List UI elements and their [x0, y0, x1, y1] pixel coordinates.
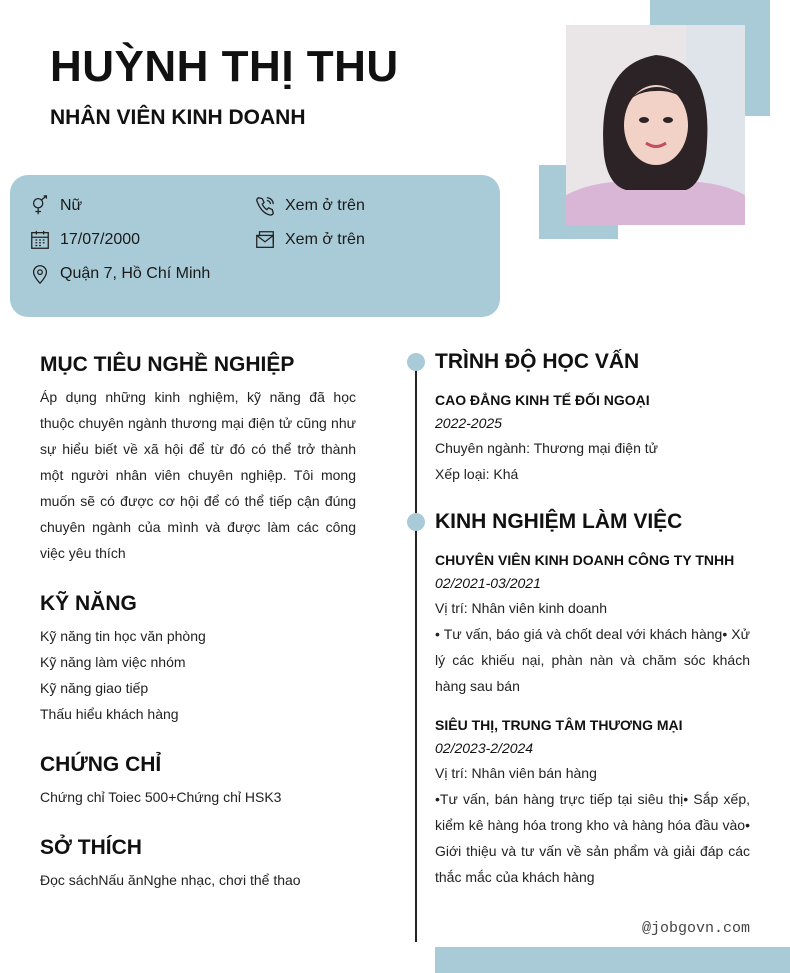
contact-phone [254, 195, 365, 217]
mail-icon [254, 229, 276, 251]
skills-title: KỸ NĂNG [40, 592, 137, 615]
job-company: CHUYÊN VIÊN KINH DOANH CÔNG TY TNHH [435, 552, 735, 568]
skill-item: Kỹ năng tin học văn phòng [40, 628, 206, 644]
job-period: 02/2021-03/2021 [435, 575, 541, 591]
certificates-text: Chứng chỉ Toiec 500+Chứng chỉ HSK3 [40, 789, 282, 805]
address-value: Quận 7, Hồ Chí Minh [60, 265, 211, 282]
experience-title: KINH NGHIỆM LÀM VIỆC [435, 510, 683, 533]
contact-address [29, 263, 210, 285]
contact-gender [29, 195, 82, 217]
education-major: Chuyên ngành: Thương mại điện tử [435, 440, 659, 456]
phone-icon [254, 195, 276, 217]
education-grade: Xếp loại: Khá [435, 466, 519, 482]
calendar-icon [29, 229, 51, 251]
timeline-dot [407, 353, 425, 371]
school-name: CAO ĐẲNG KINH TẾ ĐỐI NGOẠI [435, 392, 650, 408]
job-description: • Tư vấn, báo giá và chốt deal với khách hàng• Xử lý các khiếu nại, phàn nàn và chăm sóc khách hàng sau bán [435, 626, 750, 694]
location-icon [29, 263, 51, 285]
brand-watermark: @jobgovn.com [641, 920, 750, 937]
skill-item: Kỹ năng giao tiếp [40, 680, 149, 696]
contact-box [10, 175, 500, 317]
decorative-bottom-bar [435, 947, 790, 973]
contact-dob [29, 229, 140, 251]
job-company: SIÊU THỊ, TRUNG TÂM THƯƠNG MẠI [435, 717, 683, 733]
contact-email [254, 229, 365, 251]
candidate-name: HUỲNH THỊ THU [50, 42, 399, 91]
job-description: •Tư vấn, bán hàng trực tiếp tại siêu thị• Sắp xếp, kiểm kê hàng hóa trong kho và hàng hóa đầu vào• Giới thiệu và tư vấn về sản phẩm và giải đáp các thắc mắc của khách hàng [435, 791, 750, 885]
hobbies-text: Đọc sáchNấu ănNghe nhạc, chơi thể thao [40, 872, 301, 888]
job-position: Vị trí: Nhân viên kinh doanh [435, 600, 607, 616]
profile-photo [566, 25, 745, 225]
gender-value: Nữ [60, 197, 83, 214]
skill-item: Kỹ năng làm việc nhóm [40, 654, 186, 670]
timeline-dot [407, 513, 425, 531]
gender-icon [29, 195, 51, 217]
education-title: TRÌNH ĐỘ HỌC VẤN [435, 350, 640, 373]
email-value: Xem ở trên [285, 231, 365, 248]
job-title: NHÂN VIÊN KINH DOANH [50, 106, 306, 129]
job-period: 02/2023-2/2024 [435, 740, 534, 756]
phone-value: Xem ở trên [285, 197, 365, 214]
hobbies-title: SỞ THÍCH [40, 836, 142, 859]
objective-title: MỤC TIÊU NGHỀ NGHIỆP [40, 353, 295, 376]
timeline-line [415, 362, 417, 942]
education-period: 2022-2025 [435, 415, 502, 431]
dob-value: 17/07/2000 [60, 231, 141, 248]
job-position: Vị trí: Nhân viên bán hàng [435, 765, 597, 781]
skill-item: Thấu hiểu khách hàng [40, 706, 179, 722]
certificates-title: CHỨNG CHỈ [40, 753, 162, 776]
objective-text: Áp dụng những kinh nghiệm, kỹ năng đã học thuộc chuyên ngành thương mại điện tử cũng như sự hiểu biết về xã hội để từ đó có thể trở thành một người nhân viên chuyên nghiệp. Tôi mong muốn sẽ có được cơ hội để có thể tiếp cận đúng chuyên ngành của mình và được làm các công việc yêu thích [40, 389, 356, 561]
